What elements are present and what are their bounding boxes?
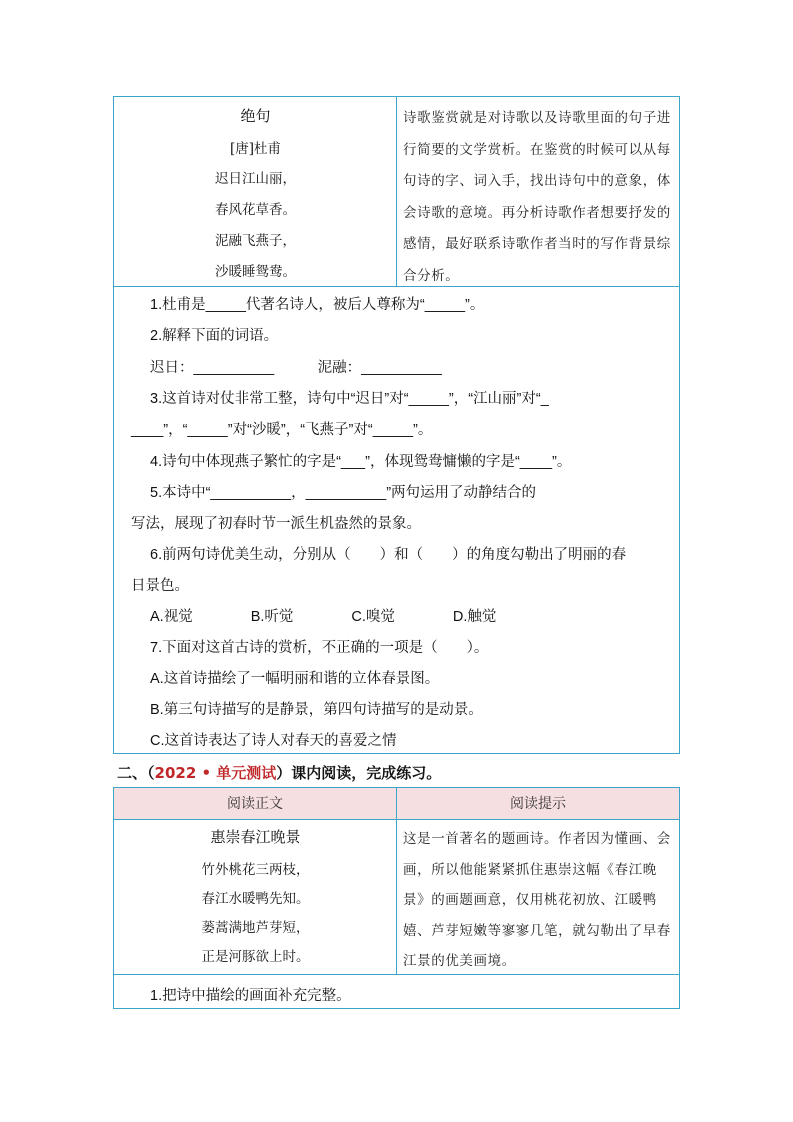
poem-line: 泥融飞燕子， — [215, 233, 296, 249]
reading-table-2 — [113, 787, 680, 1009]
appreciation-note: 诗歌鉴赏就是对诗歌以及诗歌里面的句子进行简要的文学赏析。在鉴赏的时候可以从每句诗的字、词入手，找出诗句中的意象，体会诗歌的意境。再分析诗歌作者想要抒发的感情，最好联系诗歌作者当时的写作背景综合分析。 — [397, 97, 679, 287]
reading-tips-note: 这是一首著名的题画诗。作者因为懂画、会画，所以他能紧紧抓住惠崇这幅《春江晚景》的画题画意，仅用桃花初放、江暖鸭嬉、芦芽短嫩等寥寥几笔，就勾勒出了早春江景的优美画境。 — [397, 820, 679, 975]
poem-2-title: 惠崇春江晚景 — [210, 828, 301, 846]
poem-2-cell — [114, 820, 397, 975]
poem-2-line: 正是河豚欲上时。 — [201, 949, 310, 965]
question-6: 6.前两句诗优美生动，分别从（ ）和（ ）的角度勾勒出了明丽的春 — [150, 547, 627, 563]
question-3: 3.这首诗对仗非常工整，诗句中“迟日”对“_____”，“江山丽”对“_ — [150, 391, 549, 407]
question-7-option-a: A.这首诗描绘了一幅明丽和谐的立体春景图。 — [150, 671, 440, 687]
question-7: 7.下面对这首古诗的赏析，不正确的一项是（ ）。 — [150, 640, 489, 656]
poem-line: 沙暖睡鸳鸯。 — [215, 264, 296, 280]
question-6-cont: 日景色。 — [131, 578, 189, 594]
question-6-options: A.视觉 B.听觉 C.嗅觉 D.触觉 — [150, 609, 497, 625]
question-2-1: 1.把诗中描绘的画面补充完整。 — [150, 988, 351, 1004]
section-2-suffix: ）课内阅读，完成练习。 — [276, 764, 442, 782]
question-3-cont: ____”，“_____”对“沙暖”，“飞燕子”对“_____”。 — [131, 422, 433, 438]
poem-2-line: 蒌蒿满地芦芽短， — [201, 920, 310, 936]
question-7-option-b: B.第三句诗描写的是静景，第四句诗描写的是动景。 — [150, 702, 483, 718]
section-2-prefix: 二、（ — [117, 764, 155, 782]
poem-line: 春风花草香。 — [215, 202, 296, 218]
poem-title: 绝句 — [240, 107, 271, 125]
poem-author: [唐]杜甫 — [229, 141, 282, 157]
question-2-blanks: 迟日：__________ 泥融：__________ — [150, 360, 442, 376]
section-2-tag: 2022 • 单元测试 — [154, 764, 277, 782]
reading-table-1 — [113, 96, 680, 754]
poem-2-line: 竹外桃花三两枝， — [201, 862, 310, 878]
section-2-heading — [117, 762, 441, 783]
question-1: 1.杜甫是_____代著名诗人，被后人尊称为“_____”。 — [150, 297, 485, 313]
poem-line: 迟日江山丽， — [215, 171, 296, 187]
poem-cell — [114, 97, 397, 287]
question-7-option-c: C.这首诗表达了诗人对春天的喜爱之情 — [150, 733, 397, 749]
poem-2-line: 春江水暖鸭先知。 — [201, 891, 310, 907]
question-5-cont: 写法，展现了初春时节一派生机盎然的景象。 — [131, 516, 421, 532]
question-5: 5.本诗中“__________，__________”两句运用了动静结合的 — [150, 485, 537, 501]
header-reading-tips: 阅读提示 — [397, 788, 679, 820]
header-reading-text: 阅读正文 — [114, 788, 397, 820]
question-4: 4.诗句中体现燕子繁忙的字是“___”，体现鸳鸯慵懒的字是“____”。 — [150, 454, 572, 470]
question-2: 2.解释下面的词语。 — [150, 328, 279, 344]
